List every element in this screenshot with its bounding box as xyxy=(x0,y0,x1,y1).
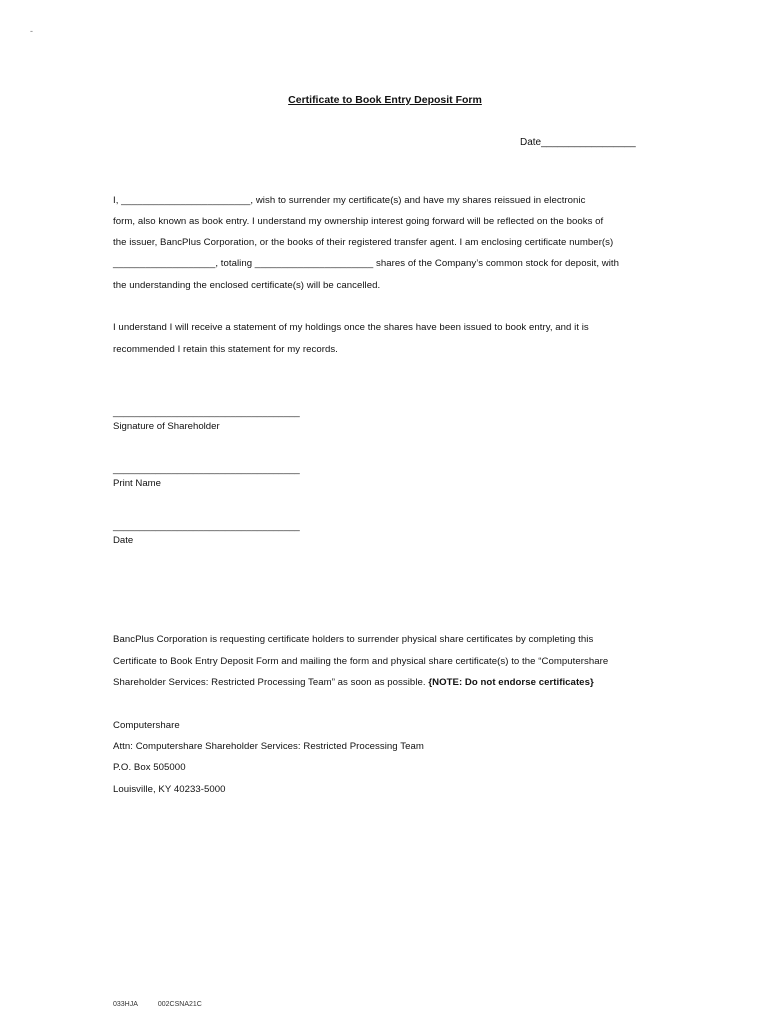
paragraph1-line: ___________________, totaling ______________________ shares of the Company’s common stock for deposit, with xyxy=(113,258,620,269)
paragraph2-line: recommended I retain this statement for my records. xyxy=(113,344,338,355)
form-title: Certificate to Book Entry Deposit Form xyxy=(288,94,482,106)
footer-codes xyxy=(113,1001,220,1008)
date-field: Date_________________ xyxy=(520,137,636,148)
footer-code: 033HJA xyxy=(113,1001,138,1008)
date-label: Date xyxy=(113,535,134,546)
print-name-line: ___________________________________ xyxy=(113,464,300,475)
date-line: ___________________________________ xyxy=(113,521,300,532)
footer-code: 002CSNA21C xyxy=(157,1001,202,1008)
address-city: Louisville, KY 40233-5000 xyxy=(113,784,226,795)
paragraph1-line: form, also known as book entry. I understand my ownership interest going forward will be reflected on the books of xyxy=(113,216,604,227)
paragraph3-line: BancPlus Corporation is requesting certificate holders to surrender physical share certificates by completing this xyxy=(113,634,594,645)
paragraph3-line: Certificate to Book Entry Deposit Form and mailing the form and physical share certificate(s) to the “Computershare xyxy=(113,656,609,667)
address-po-box: P.O. Box 505000 xyxy=(113,762,186,773)
address-company: Computershare xyxy=(113,720,180,731)
paragraph1-line: the understanding the enclosed certificate(s) will be cancelled. xyxy=(113,280,381,291)
signature-label: Signature of Shareholder xyxy=(113,421,220,432)
print-name-label: Print Name xyxy=(113,478,161,489)
signature-line: ___________________________________ xyxy=(113,407,300,418)
address-attn: Attn: Computershare Shareholder Services: Restricted Processing Team xyxy=(113,741,424,752)
paragraph3-text: Shareholder Services: Restricted Processing Team” as soon as possible. xyxy=(113,677,429,688)
paragraph2-line: I understand I will receive a statement of my holdings once the shares have been issued to book entry, and it is xyxy=(113,322,589,333)
paragraph3-line xyxy=(113,677,594,688)
paragraph1-line: I, ________________________, wish to surrender my certificate(s) and have my shares reissued in electronic xyxy=(113,195,586,206)
endorse-note: {NOTE: Do not endorse certificates} xyxy=(428,677,594,688)
paragraph1-line: the issuer, BancPlus Corporation, or the books of their registered transfer agent. I am enclosing certificate number(s) xyxy=(113,237,614,248)
corner-mark: - xyxy=(30,26,33,36)
